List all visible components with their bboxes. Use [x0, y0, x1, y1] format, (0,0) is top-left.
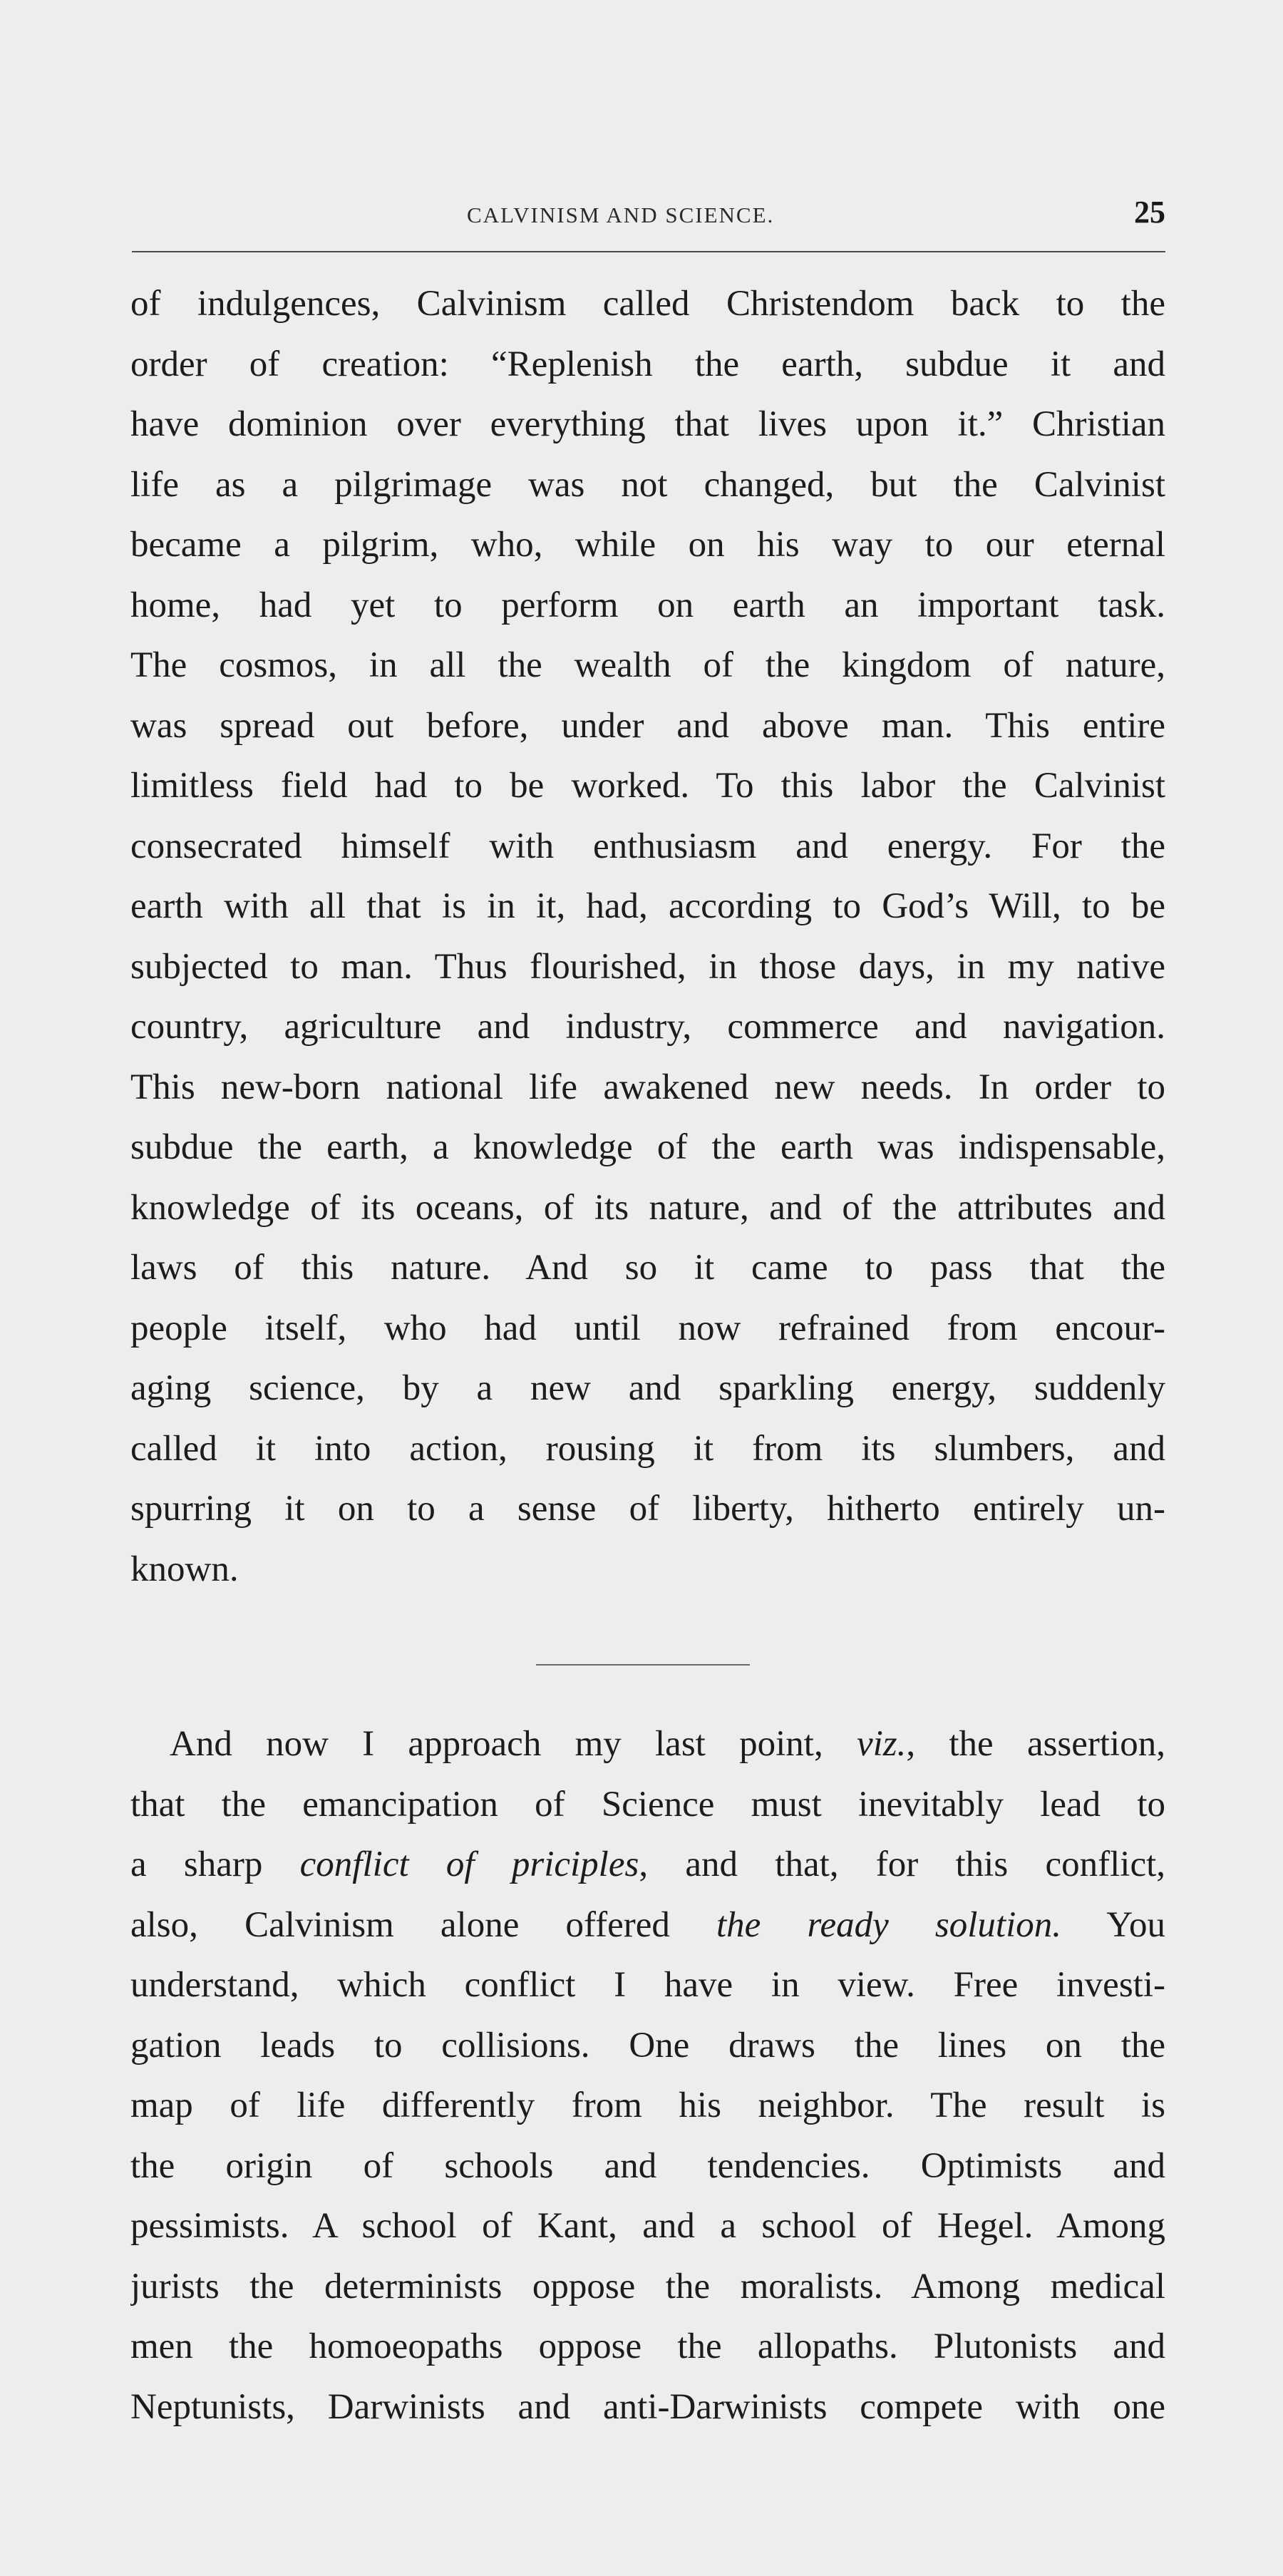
italic-run: the ready solution. — [716, 1904, 1061, 1945]
text-run: also, Calvinism alone offered — [130, 1904, 717, 1945]
paragraph-2 — [130, 1714, 1165, 2437]
text-line: limitless field had to be worked. To this labor the Calvinist — [130, 766, 1165, 806]
text-line: map of life differently from his neighbor. The result is — [130, 2085, 1165, 2125]
italic-run: conflict of priciples — [299, 1844, 639, 1884]
text-run: You — [1061, 1904, 1165, 1945]
page-header — [132, 195, 1165, 241]
text-line: of indulgences, Calvinism called Christendom back to the — [130, 284, 1165, 324]
text-line: gation leads to collisions. One draws the lines on the — [130, 2025, 1165, 2066]
text-line: pessimists. A school of Kant, and a school of Hegel. Among — [130, 2206, 1165, 2246]
text-line: known. — [130, 1549, 239, 1589]
text-line — [130, 1895, 1165, 1956]
header-rule — [132, 251, 1165, 252]
text-line: knowledge of its oceans, of its nature, and of the attributes and — [130, 1187, 1165, 1228]
text-line: life as a pilgrimage was not changed, but the Calvinist — [130, 464, 1165, 505]
text-line: subdue the earth, a knowledge of the earth was indispensable, — [130, 1127, 1165, 1167]
text-line: order of creation: “Replenish the earth, subdue it and — [130, 344, 1165, 384]
text-line: called it into action, rousing it from its slumbers, and — [130, 1428, 1165, 1469]
text-line: Neptunists, Darwinists and anti-Darwinists compete with one — [130, 2386, 1165, 2427]
text-line: became a pilgrim, who, while on his way to our eternal — [130, 525, 1165, 565]
page-number: 25 — [1134, 195, 1165, 230]
text-run: , the assertion, — [906, 1724, 1165, 1764]
text-line: men the homoeopaths oppose the allopaths. Plutonists and — [130, 2326, 1165, 2366]
text-run: a sharp — [130, 1844, 300, 1884]
text-run: , and that, for this conflict, — [639, 1844, 1165, 1884]
text-line: consecrated himself with enthusiasm and energy. For the — [130, 826, 1165, 866]
text-line: aging science, by a new and sparkling energy, suddenly — [130, 1368, 1165, 1408]
text-line: spurring it on to a sense of liberty, hitherto entirely un- — [130, 1489, 1165, 1529]
text-line: home, had yet to perform on earth an important task. — [130, 585, 1165, 625]
text-line: earth with all that is in it, had, according to God’s Will, to be — [130, 886, 1165, 926]
text-line — [130, 1834, 1165, 1895]
text-line: The cosmos, in all the wealth of the kingdom of nature, — [130, 645, 1165, 685]
text-line — [130, 1714, 1165, 1775]
text-line: country, agriculture and industry, commerce and navigation. — [130, 1007, 1165, 1047]
text-line: that the emancipation of Science must inevitably lead to — [130, 1784, 1165, 1825]
section-divider — [536, 1664, 750, 1666]
text-line: the origin of schools and tendencies. Optimists and — [130, 2145, 1165, 2186]
text-line: was spread out before, under and above man. This entire — [130, 705, 1165, 746]
paragraph-1 — [130, 274, 1165, 1599]
text-line: This new-born national life awakened new needs. In order to — [130, 1067, 1165, 1107]
italic-run: viz. — [856, 1724, 907, 1764]
text-line: jurists the determinists oppose the moralists. Among medical — [130, 2266, 1165, 2306]
text-line: understand, which conflict I have in view. Free investi- — [130, 1965, 1165, 2005]
text-line: people itself, who had until now refrained from encour- — [130, 1308, 1165, 1348]
text-line: subjected to man. Thus flourished, in those days, in my native — [130, 946, 1165, 987]
text-run: And now I approach my last point, — [170, 1724, 857, 1764]
text-line: laws of this nature. And so it came to pass that the — [130, 1248, 1165, 1288]
running-title: CALVINISM AND SCIENCE. — [467, 202, 775, 227]
text-line: have dominion over everything that lives upon it.” Christian — [130, 404, 1165, 444]
